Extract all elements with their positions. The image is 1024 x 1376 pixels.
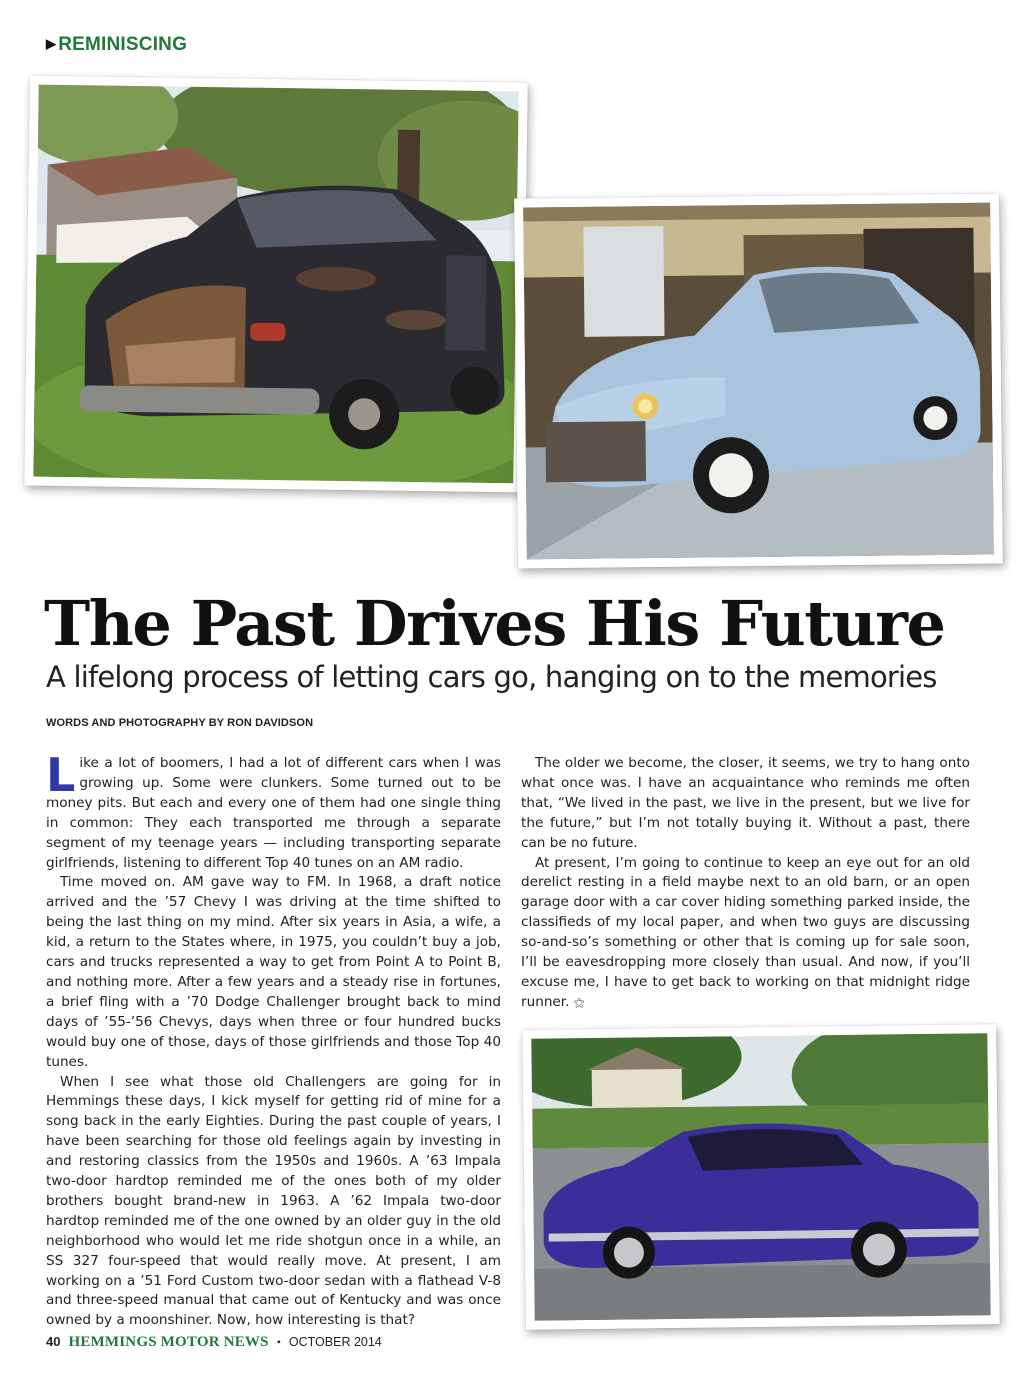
magazine-name: HEMMINGS MOTOR NEWS — [68, 1334, 269, 1350]
article-title: The Past Drives His Future — [44, 587, 945, 660]
article-column-left — [46, 748, 501, 1331]
garage-ford-illustration — [523, 203, 994, 560]
paragraph-2: Time moved on. AM gave way to FM. In 1968, a draft notice arrived and the ’57 Chevy I was driving at the time shifted to being the last thing on my mind. After six years in Asia, a wife, a kid, a return to the States where, in 1975, you couldn’t buy a job, cars and trucks represented a way to get from Point A to Point B, and nothing more. After a few years and a steady rise in fortunes, a brief fling with a ’70 Dodge Challenger brought back to mind days of ’55-’56 Chevys, days when three or four hundred bucks would buy one of those, days of those girlfriends and those Top 40 tunes. — [46, 874, 501, 1070]
derelict-ford-illustration — [33, 85, 518, 484]
photo-garage-ford — [514, 193, 1003, 568]
issue-date: OCTOBER 2014 — [288, 1335, 382, 1349]
paragraph-3: When I see what those old Challengers are going for in Hemmings these days, I kick myself for getting rid of mine for a song back in the early Eighties. During the past couple of years, I have been searching for those old feelings again by investing in and restoring classics from the 1950s and 1960s. A ’63 Impala two-door hardtop reminded me of the ones both of my older brothers bought brand-new in 1963. A ’62 Impala two-door hardtop reminded me of the one owned by an older guy in the old neighborhood who would let me ride shotgun once in a while, an SS 327 four-speed that would really move. At present, I am working on a ’51 Ford Custom two-door sedan with a flathead V-8 and three-speed manual that came out of Kentucky and was once owned by a moonshiner. Now, how interesting is that? — [46, 1073, 501, 1329]
photo-derelict-ford — [24, 76, 528, 493]
section-label — [46, 34, 187, 56]
triangle-right-icon: ▶ — [46, 36, 57, 51]
paragraph-1 — [46, 748, 501, 873]
paragraph-1-text: ike a lot of boomers, I had a lot of different cars when I was growing up. Some were clunkers. Some turned out to be money pits. But each and every one of them had one single thing in common: They each transported me through a separate segment of my teenage years — including transporting separate girlfriends, listening to different Top 40 tunes on an AM radio. — [46, 755, 501, 871]
end-mark-icon: ⚝ — [573, 995, 585, 1009]
photo-impala — [522, 1024, 1000, 1330]
footer-separator: • — [276, 1335, 281, 1349]
page-number: 40 — [46, 1334, 61, 1349]
article-byline: WORDS AND PHOTOGRAPHY BY RON DAVIDSON — [46, 717, 314, 729]
paragraph-5 — [521, 854, 970, 1013]
impala-illustration — [531, 1033, 990, 1321]
article-dek: A lifelong process of letting cars go, hanging on to the memories — [46, 660, 937, 694]
page-footer — [46, 1334, 382, 1351]
article-column-right — [521, 754, 970, 1013]
dropcap: L — [46, 748, 76, 802]
paragraph-4: The older we become, the closer, it seems, we try to hang onto what once was. I have an acquaintance who reminds me often that, “We lived in the past, we live in the present, but we live for the future,” but I’m not totally buying it. Without a past, there can be no future. — [521, 755, 970, 851]
paragraph-5-text: At present, I’m going to continue to keep an eye out for an old derelict resting in a field maybe next to an old barn, or an open garage door with a car cover hiding something parked inside, the classifieds of my local paper, and when two guys are discussing so-and-so’s something or other that is coming up for sale soon, I’ll be eavesdropping more closely than usual. And now, if you’ll excuse me, I have to get back to working on that midnight ridge runner. — [521, 854, 970, 1010]
section-label-text: REMINISCING — [58, 34, 188, 55]
